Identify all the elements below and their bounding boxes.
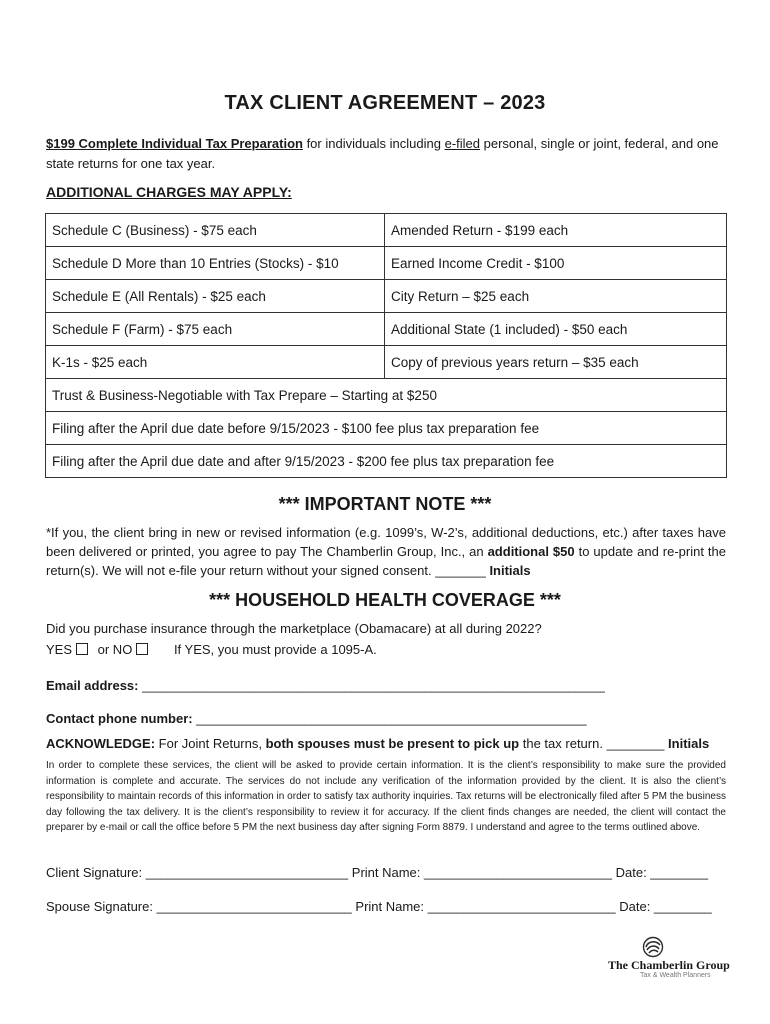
logo-name: The Chamberlin Group bbox=[608, 958, 730, 972]
logo-tagline: Tax & Wealth Planners bbox=[640, 972, 711, 979]
spouse-signature-line[interactable]: Spouse Signature: ___________________________ Print Name: __________________________ Date: ________ bbox=[46, 899, 712, 914]
acknowledge-text-a: For Joint Returns, bbox=[155, 736, 266, 751]
initials-label: Initials bbox=[489, 563, 531, 578]
charge-cell: Schedule E (All Rentals) - $25 each bbox=[46, 280, 385, 313]
charge-cell: Copy of previous years return – $35 each bbox=[385, 346, 727, 379]
yes-label: YES bbox=[46, 642, 73, 657]
additional-fee: additional $50 bbox=[487, 544, 575, 559]
charge-cell: Earned Income Credit - $100 bbox=[385, 247, 727, 280]
table-row bbox=[46, 379, 727, 412]
yes-checkbox[interactable] bbox=[76, 643, 88, 655]
efiled-text: e-filed bbox=[444, 136, 481, 151]
important-note-heading: *** IMPORTANT NOTE *** bbox=[278, 494, 492, 514]
company-logo bbox=[606, 936, 736, 982]
important-text-a: *If you, the client bring in new or revised information (e.g. 1099’s, W-2’s, additional deductions, etc.) after taxes have been delivered or printed, you agree to pay The Chamberlin Group, Inc., an bbox=[46, 525, 726, 559]
terms-fine-print: In order to complete these services, the client will be asked to provide certain information. It is the client’s responsibility to make sure the provided information is complete and accurate. The services do not include any verification of the information provided by the client. It is also the client’s responsibility to maintain records of this information in order to satisfy tax authority inquiries. Tax returns will be electronically filed after 5 PM the business day following the tax delivery. It is the client’s responsibility to review it for accuracy. If the client finds changes are needed, the client will contact the preparer by e-mail or call the office before 5 PM the next business day after signing Form 8879. I understand and agree to the terms outlined above. bbox=[46, 760, 726, 833]
marketplace-question: Did you purchase insurance through the marketplace (Obamacare) at all during 2022? bbox=[46, 621, 542, 636]
charge-cell-wide: Trust & Business-Negotiable with Tax Prepare – Starting at $250 bbox=[46, 379, 727, 412]
coverage-answer-row bbox=[46, 642, 377, 657]
charges-table bbox=[45, 213, 727, 478]
charge-cell: City Return – $25 each bbox=[385, 280, 727, 313]
table-row bbox=[46, 247, 727, 280]
table-row bbox=[46, 445, 727, 478]
email-row bbox=[46, 678, 605, 693]
client-signature-line[interactable]: Client Signature: ____________________________ Print Name: __________________________ Date: ________ bbox=[46, 865, 709, 880]
no-checkbox[interactable] bbox=[136, 643, 148, 655]
charge-cell: Schedule D More than 10 Entries (Stocks) - $10 bbox=[46, 247, 385, 280]
table-row bbox=[46, 214, 727, 247]
household-coverage-heading: *** HOUSEHOLD HEALTH COVERAGE *** bbox=[209, 590, 561, 610]
intro-text-a: for individuals including bbox=[302, 136, 445, 151]
email-field[interactable]: ________________________________________________________________ bbox=[138, 678, 605, 693]
phone-label: Contact phone number: bbox=[46, 711, 193, 726]
page-title: TAX CLIENT AGREEMENT – 2023 bbox=[224, 92, 546, 114]
initials-label: Initials bbox=[668, 736, 710, 751]
charge-cell-wide: Filing after the April due date and after 9/15/2023 - $200 fee plus tax preparation fee bbox=[46, 445, 727, 478]
important-note-text bbox=[46, 523, 726, 580]
charge-cell: Schedule F (Farm) - $75 each bbox=[46, 313, 385, 346]
phone-row bbox=[46, 711, 587, 726]
acknowledge-text-b: the tax return. ________ bbox=[519, 736, 669, 751]
acknowledge-row bbox=[46, 736, 709, 751]
acknowledge-label: ACKNOWLEDGE: bbox=[46, 736, 156, 751]
phone-field[interactable]: ______________________________________________________ bbox=[192, 711, 587, 726]
table-row bbox=[46, 280, 727, 313]
charge-cell: Schedule C (Business) - $75 each bbox=[46, 214, 385, 247]
logo-swirl-icon bbox=[642, 936, 664, 958]
important-text-b: to update and re-print the return(s). We will not e-file your return without your signed consent. _______ bbox=[46, 544, 726, 578]
table-row bbox=[46, 313, 727, 346]
acknowledge-bold: both spouses must be present to pick up bbox=[265, 736, 520, 751]
email-label: Email address: bbox=[46, 678, 139, 693]
service-name: $199 Complete Individual Tax Preparation bbox=[46, 136, 303, 151]
charge-cell: Amended Return - $199 each bbox=[385, 214, 727, 247]
charge-cell: K-1s - $25 each bbox=[46, 346, 385, 379]
table-row bbox=[46, 412, 727, 445]
charge-cell: Additional State (1 included) - $50 each bbox=[385, 313, 727, 346]
additional-charges-heading: ADDITIONAL CHARGES MAY APPLY: bbox=[46, 184, 292, 200]
intro-paragraph bbox=[46, 134, 726, 174]
no-label: or NO bbox=[97, 642, 133, 657]
charge-cell-wide: Filing after the April due date before 9/15/2023 - $100 fee plus tax preparation fee bbox=[46, 412, 727, 445]
table-row bbox=[46, 346, 727, 379]
intro-text-b: personal, single or joint, federal, and one state returns for one tax year. bbox=[46, 136, 719, 171]
coverage-note: If YES, you must provide a 1095-A. bbox=[173, 642, 377, 657]
